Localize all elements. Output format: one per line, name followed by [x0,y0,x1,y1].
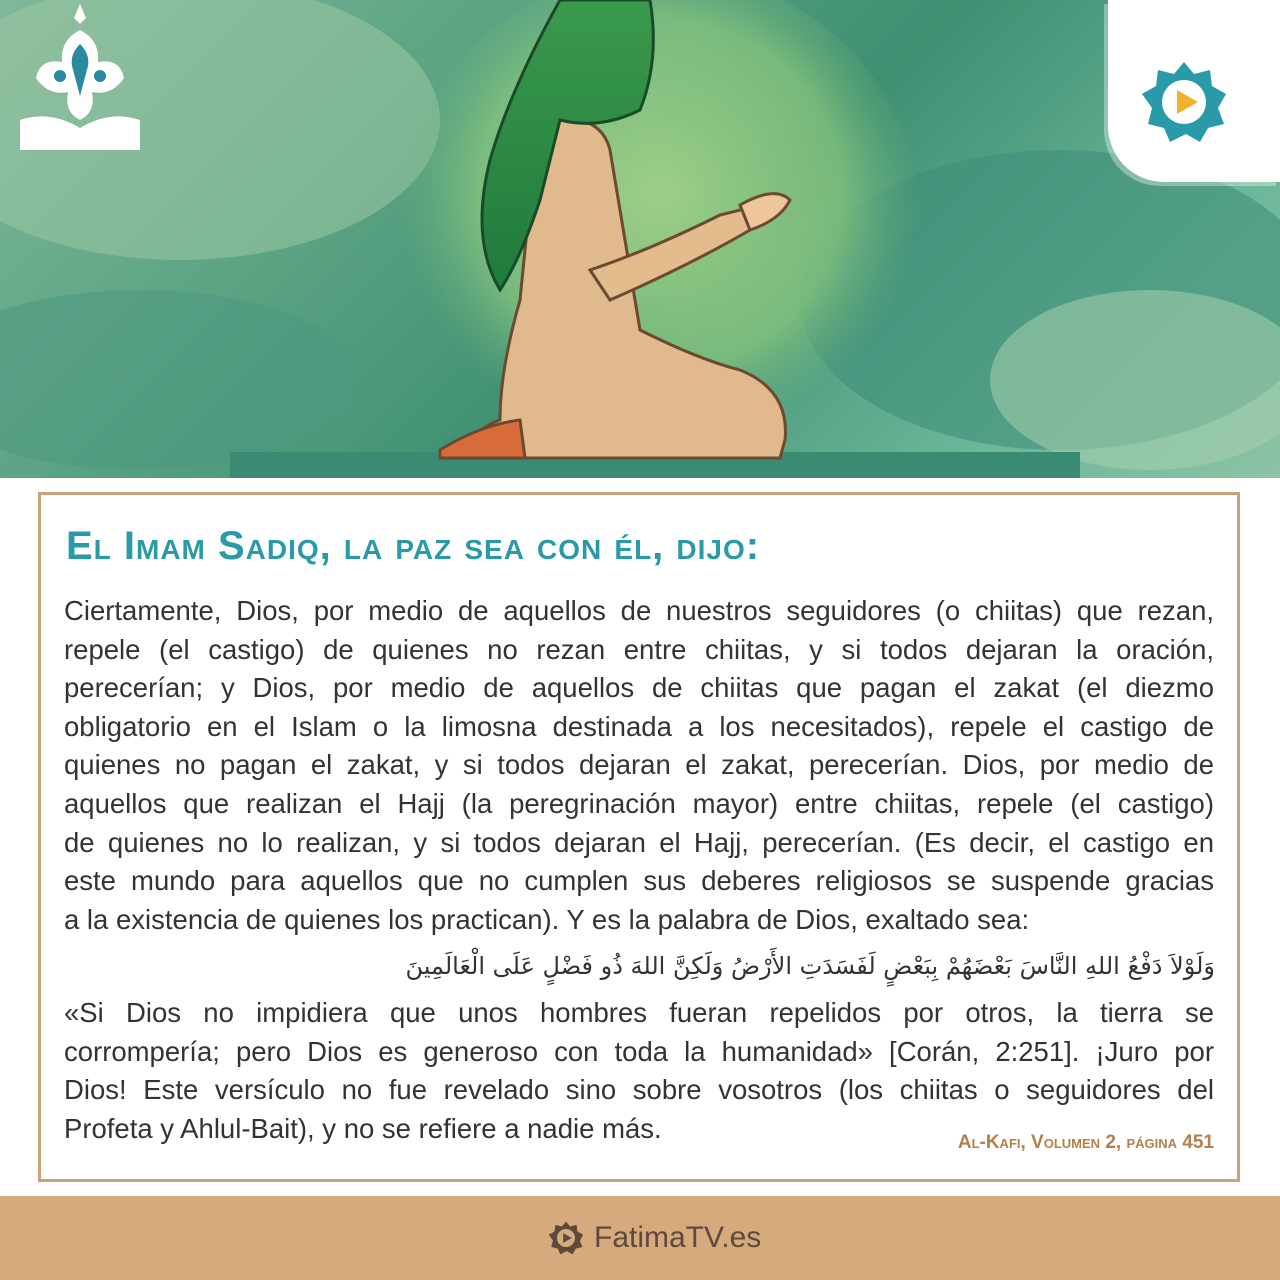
quote-line: este mundo para aquellos que no cumplen sus deberes religiosos se suspende gracias [64,865,1214,897]
footer-brand-text: FatimaTV.es [594,1221,762,1254]
praying-figure-illustration-icon [0,0,1280,478]
translation-line: «Si Dios no impidiera que unos hombres fueran repelidos por otros, la tierra se [64,997,1214,1028]
quote-title: El Imam Sadiq, la paz sea con él, dijo: [66,524,761,568]
logo-tab [1108,0,1280,182]
quote-body [64,592,1214,939]
footer [0,1196,1280,1280]
arabesque-ornament-icon [0,0,160,150]
fatimatv-play-logo-icon [1140,58,1228,146]
quote-line: de quienes no lo realizan, y si todos dejaran el Hajj, perecerían. (Es decir, el castigo en [64,826,1214,858]
fatimatv-play-logo-icon [548,1220,584,1256]
quote-line: obligatorio en el Islam o la limosna destinada a los necesitados), repele el castigo de [64,710,1214,742]
hero-illustration [0,0,1280,478]
quote-line: aquellos que realizan el Hajj (la peregrinación mayor) entre chiitas, repele (el castigo) [64,787,1214,819]
quote-line: repele (el castigo) de quienes no rezan entre chiitas, y si todos dejaran la oración, [64,633,1214,665]
quote-line: Ciertamente, Dios, por medio de aquellos de nuestros seguidores (o chiitas) que rezan, [64,595,1214,626]
arabic-verse: وَلَوْلاَ دَفْعُ اللهِ النَّاسَ بَعْضَهُمْ بِبَعْضٍ لَفَسَدَتِ الأَرْضُ وَلَكِنَّ اللهَ ذُو فَضْلٍ عَلَى الْعَالَمِينَ [405,952,1215,980]
quote-translation [64,994,1214,1148]
quote-line: a la existencia de quienes los practican). Y es la palabra de Dios, exaltado sea: [64,903,1030,935]
quote-line: perecerían; y Dios, por medio de aquellos de chiitas que pagan el zakat (el diezmo [64,672,1214,704]
footer-brand[interactable] [548,1220,761,1256]
translation-line: corrompería; pero Dios es generoso con toda la humanidad» [Corán, 2:251]. ¡Juro por [64,1035,1214,1067]
translation-line: Dios! Este versículo no fue revelado sino sobre vosotros (los chiitas o seguidores del [64,1074,1214,1106]
quote-line: quienes no pagan el zakat, y si todos dejaran el zakat, perecerían. Dios, por medio de [64,749,1214,781]
translation-line: Profeta y Ahlul-Bait), y no se refiere a nadie más. [64,1112,662,1144]
quote-source: Al-Kafi, Volumen 2, página 451 [957,1132,1214,1153]
